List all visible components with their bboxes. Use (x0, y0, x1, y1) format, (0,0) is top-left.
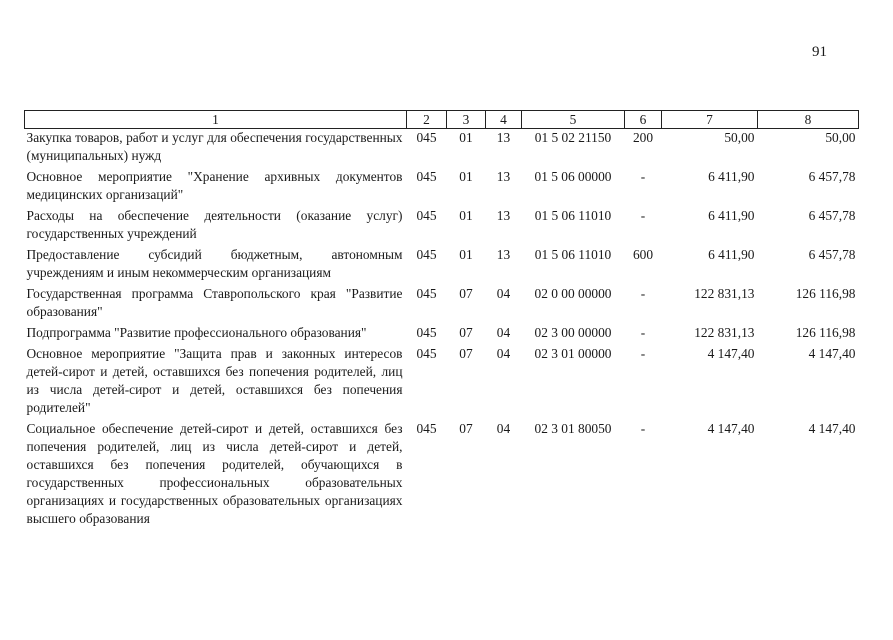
cell-amount-8: 4 147,40 (808, 346, 856, 361)
cell-subsection: 13 (496, 169, 511, 184)
cell-amount-8: 126 116,98 (795, 325, 856, 340)
column-header: 7 (662, 111, 758, 129)
column-header: 5 (522, 111, 625, 129)
cell-amount-8: 6 457,78 (808, 169, 856, 184)
table-row (25, 418, 859, 529)
cell-expense-type: 600 (632, 247, 654, 262)
cell-amount-7: 4 147,40 (707, 421, 755, 436)
cell-target-article: 02 0 00 00000 (534, 286, 612, 301)
cell-section: 07 (459, 421, 473, 436)
column-header: 8 (758, 111, 859, 129)
row-name: Основное мероприятие "Хранение архивных документов медицинских организаций" (26, 169, 403, 202)
cell-section: 07 (459, 325, 473, 340)
table-row (25, 343, 859, 418)
cell-subsection: 13 (496, 208, 511, 223)
cell-expense-type: - (640, 208, 646, 223)
cell-target-article: 02 3 01 00000 (534, 346, 612, 361)
cell-subsection: 04 (496, 421, 511, 436)
cell-subsection: 04 (496, 346, 511, 361)
cell-amount-8: 50,00 (825, 130, 856, 145)
cell-subsection: 04 (496, 286, 511, 301)
cell-section: 01 (459, 130, 473, 145)
cell-amount-7: 6 411,90 (708, 247, 755, 262)
row-name: Закупка товаров, работ и услуг для обеспечения государственных (муниципальных) нужд (26, 130, 403, 163)
cell-amount-8: 6 457,78 (808, 208, 856, 223)
column-header: 3 (447, 111, 486, 129)
cell-amount-7: 122 831,13 (694, 325, 755, 340)
cell-ministry-code: 045 (416, 421, 437, 436)
cell-amount-7: 4 147,40 (707, 346, 755, 361)
cell-target-article: 01 5 02 21150 (534, 130, 612, 145)
table-header-row (25, 111, 859, 129)
table-row (25, 244, 859, 283)
table-row (25, 166, 859, 205)
cell-expense-type: 200 (632, 130, 654, 145)
cell-ministry-code: 045 (416, 286, 437, 301)
cell-target-article: 01 5 06 00000 (534, 169, 612, 184)
cell-target-article: 02 3 00 00000 (534, 325, 612, 340)
cell-amount-7: 6 411,90 (708, 208, 755, 223)
cell-section: 01 (459, 208, 473, 223)
column-header: 2 (407, 111, 447, 129)
cell-expense-type: - (640, 325, 646, 340)
cell-amount-8: 4 147,40 (808, 421, 856, 436)
cell-target-article: 02 3 01 80050 (534, 421, 612, 436)
cell-amount-8: 6 457,78 (808, 247, 856, 262)
column-header: 6 (625, 111, 662, 129)
page-number: 91 (812, 44, 827, 60)
cell-expense-type: - (640, 346, 646, 361)
cell-ministry-code: 045 (416, 247, 437, 262)
cell-amount-8: 126 116,98 (795, 286, 856, 301)
cell-subsection: 13 (496, 247, 511, 262)
cell-target-article: 01 5 06 11010 (534, 208, 612, 223)
cell-expense-type: - (640, 286, 646, 301)
cell-section: 01 (459, 169, 473, 184)
cell-section: 07 (459, 346, 473, 361)
table-row (25, 283, 859, 322)
cell-amount-7: 122 831,13 (694, 286, 755, 301)
row-name: Расходы на обеспечение деятельности (оказание услуг) государственных учреждений (26, 208, 403, 241)
cell-ministry-code: 045 (416, 130, 437, 145)
cell-expense-type: - (640, 169, 646, 184)
table-row (25, 322, 859, 343)
cell-target-article: 01 5 06 11010 (534, 247, 612, 262)
table-row (25, 205, 859, 244)
cell-section: 07 (459, 286, 473, 301)
row-name: Социальное обеспечение детей-сирот и детей, оставшихся без попечения родителей, лиц из числа детей-сирот и детей, оставшихся без попечения родителей, обучающихся в государственных профессиональных образовательных организациях и государственных образовательных организациях высшего образования (26, 421, 403, 526)
table-row (25, 129, 859, 167)
column-header: 1 (25, 111, 407, 129)
cell-section: 01 (459, 247, 473, 262)
row-name: Основное мероприятие "Защита прав и законных интересов детей-сирот и детей, оставшихся без попечения родителей, лиц из числа детей-сирот и детей, оставшихся без попечения родителей" (26, 346, 403, 415)
budget-table (24, 110, 859, 529)
cell-subsection: 04 (496, 325, 511, 340)
cell-ministry-code: 045 (416, 169, 437, 184)
row-name: Предоставление субсидий бюджетным, автономным учреждениям и иным некоммерческим организациям (26, 247, 403, 280)
row-name: Подпрограмма "Развитие профессионального образования" (26, 325, 367, 340)
cell-subsection: 13 (496, 130, 511, 145)
cell-ministry-code: 045 (416, 346, 437, 361)
column-header: 4 (486, 111, 522, 129)
cell-expense-type: - (640, 421, 646, 436)
row-name: Государственная программа Ставропольского края "Развитие образования" (26, 286, 403, 319)
cell-amount-7: 50,00 (724, 130, 755, 145)
cell-ministry-code: 045 (416, 325, 437, 340)
cell-amount-7: 6 411,90 (708, 169, 755, 184)
cell-ministry-code: 045 (416, 208, 437, 223)
